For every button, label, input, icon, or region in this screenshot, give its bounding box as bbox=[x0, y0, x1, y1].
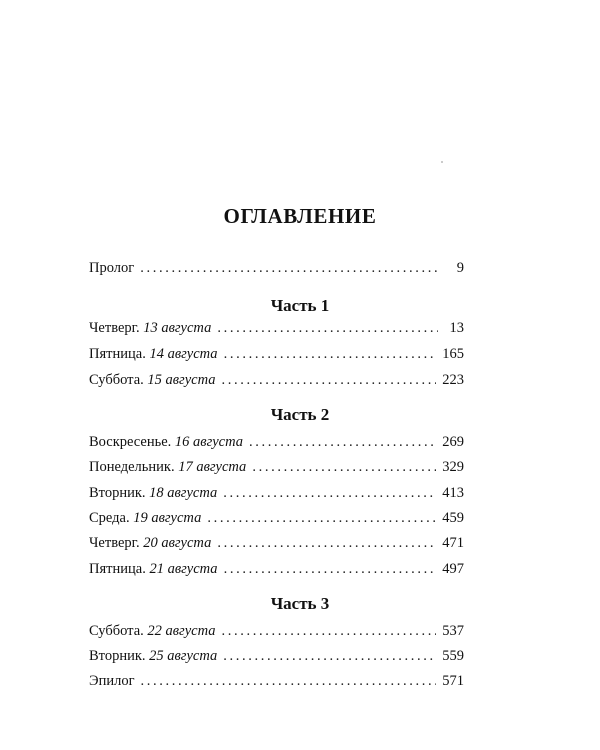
entry-name: Пятница. bbox=[89, 346, 146, 362]
dot-leader bbox=[140, 258, 438, 278]
entry-page-number: 497 bbox=[442, 561, 464, 577]
part-heading: Часть 1 bbox=[270, 296, 330, 315]
entry-page-number: 559 bbox=[442, 648, 464, 664]
dot-leader bbox=[249, 432, 436, 452]
toc-entry-prologue bbox=[89, 258, 464, 278]
entry-date: 13 августа bbox=[143, 320, 212, 336]
toc-entry bbox=[89, 621, 464, 641]
entry-name: Пятница. bbox=[89, 561, 146, 577]
page-speck bbox=[441, 161, 443, 163]
entry-name: Четверг. bbox=[89, 535, 140, 551]
entry-date: 16 августа bbox=[174, 434, 244, 450]
entry-date: 21 августа bbox=[149, 561, 218, 577]
toc-entry bbox=[89, 344, 464, 364]
toc-entry bbox=[89, 457, 464, 477]
entry-page-number: 329 bbox=[442, 459, 464, 475]
part-heading: Часть 3 bbox=[270, 594, 330, 613]
entry-name: Суббота. bbox=[89, 372, 144, 388]
dot-leader bbox=[222, 370, 437, 390]
dot-leader bbox=[222, 621, 437, 641]
entry-name: Среда. bbox=[89, 510, 130, 526]
entry-name: Понедельник. bbox=[89, 459, 175, 475]
dot-leader bbox=[223, 646, 436, 666]
entry-page-number: 165 bbox=[442, 346, 464, 362]
entry-page-number: 413 bbox=[442, 485, 464, 501]
entry-page-number: 459 bbox=[442, 510, 464, 526]
dot-leader bbox=[217, 533, 436, 553]
dot-leader bbox=[223, 483, 436, 503]
entry-page-number: 269 bbox=[442, 434, 464, 450]
entry-page-number: 571 bbox=[442, 673, 464, 689]
entry-page-number: 223 bbox=[442, 372, 464, 388]
toc-entry bbox=[89, 370, 464, 390]
dot-leader bbox=[217, 318, 438, 338]
toc-entry bbox=[89, 508, 464, 528]
toc-entry bbox=[89, 646, 464, 666]
entry-name: Вторник. bbox=[89, 648, 146, 664]
entry-date: 25 августа bbox=[149, 648, 218, 664]
entry-name: Вторник. bbox=[89, 485, 146, 501]
toc-entry-epilogue bbox=[89, 671, 464, 691]
entry-name: Эпилог bbox=[89, 673, 135, 689]
toc-entry bbox=[89, 483, 464, 503]
entry-name: Воскресенье. bbox=[89, 434, 172, 450]
entry-page-number: 9 bbox=[456, 260, 464, 276]
entry-page-number: 13 bbox=[449, 320, 464, 336]
entry-date: 15 августа bbox=[147, 372, 216, 388]
dot-leader bbox=[224, 344, 437, 364]
dot-leader bbox=[252, 457, 436, 477]
entry-date: 19 августа bbox=[133, 510, 202, 526]
entry-date: 18 августа bbox=[149, 485, 218, 501]
entry-date: 17 августа bbox=[178, 459, 247, 475]
toc-entry bbox=[89, 559, 464, 579]
entry-date: 20 августа bbox=[143, 535, 212, 551]
dot-leader bbox=[207, 508, 436, 528]
entry-date: 14 августа bbox=[149, 346, 218, 362]
toc-entry bbox=[89, 533, 464, 553]
entry-page-number: 537 bbox=[442, 623, 464, 639]
toc-entry bbox=[89, 318, 464, 338]
entry-name: Пролог bbox=[89, 260, 135, 276]
toc-title: ОГЛАВЛЕНИЕ bbox=[223, 204, 377, 228]
entry-name: Суббота. bbox=[89, 623, 144, 639]
part-heading: Часть 2 bbox=[270, 405, 330, 424]
toc-entry bbox=[89, 432, 464, 452]
dot-leader bbox=[141, 671, 437, 691]
entry-name: Четверг. bbox=[89, 320, 140, 336]
entry-page-number: 471 bbox=[442, 535, 464, 551]
entry-date: 22 августа bbox=[147, 623, 216, 639]
dot-leader bbox=[224, 559, 437, 579]
